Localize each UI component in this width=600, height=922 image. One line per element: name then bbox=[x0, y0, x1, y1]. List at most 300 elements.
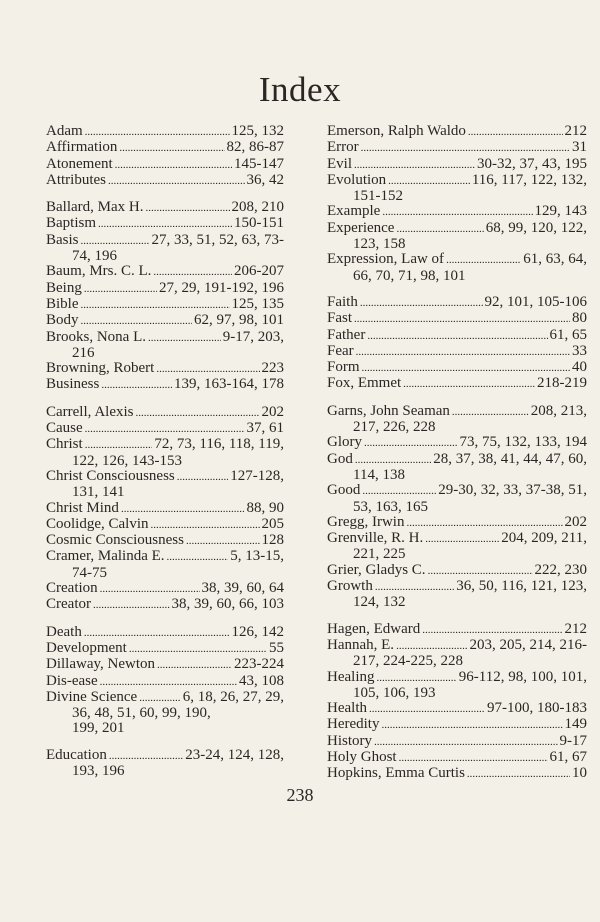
index-pages-continued: 199, 201 bbox=[72, 720, 125, 737]
index-pages: 96-112, 98, 100, 101, bbox=[458, 668, 587, 685]
index-entry-line bbox=[46, 501, 284, 517]
dot-leader bbox=[153, 264, 232, 280]
index-pages-continued: 217, 224-225, 228 bbox=[353, 653, 463, 670]
dot-leader bbox=[406, 515, 562, 531]
index-entry bbox=[327, 173, 587, 205]
index-pages: 125, 135 bbox=[231, 295, 284, 312]
index-pages: 61, 65 bbox=[549, 326, 587, 343]
index-entry bbox=[46, 581, 284, 597]
index-entry bbox=[46, 517, 284, 533]
index-pages: 150-151 bbox=[234, 215, 284, 232]
dot-leader bbox=[399, 750, 548, 766]
index-term: Healing bbox=[327, 668, 375, 685]
index-pages-continued: 66, 70, 71, 98, 101 bbox=[353, 267, 466, 284]
dot-leader bbox=[85, 437, 153, 453]
index-term: God bbox=[327, 450, 353, 467]
index-term: Being bbox=[46, 279, 82, 296]
dot-leader bbox=[361, 140, 570, 156]
index-pages-continued: 216 bbox=[72, 344, 95, 361]
index-entry bbox=[46, 264, 284, 280]
index-entry bbox=[327, 622, 587, 638]
index-entry bbox=[327, 515, 587, 531]
index-entry-line bbox=[327, 531, 587, 547]
index-pages: 208, 213, bbox=[530, 402, 587, 419]
index-pages: 37, 61 bbox=[246, 420, 284, 437]
index-term: Expression, Law of bbox=[327, 251, 445, 268]
index-entry bbox=[46, 405, 284, 421]
index-term: Dillaway, Newton bbox=[46, 656, 155, 673]
dot-leader bbox=[396, 638, 467, 654]
index-term: Christ bbox=[46, 436, 83, 453]
dot-leader bbox=[115, 157, 232, 173]
index-entry-line bbox=[46, 533, 284, 549]
index-entry bbox=[46, 173, 284, 189]
index-entry-line bbox=[327, 766, 587, 782]
index-entry bbox=[327, 579, 587, 611]
index-pages: 28, 37, 38, 41, 44, 47, 60, bbox=[433, 450, 587, 467]
index-term: Health bbox=[327, 700, 367, 717]
index-entry-line bbox=[327, 579, 587, 595]
index-pages: 212 bbox=[564, 620, 587, 637]
index-term: Cramer, Malinda E. bbox=[46, 548, 165, 565]
index-pages-continued: 53, 163, 165 bbox=[353, 498, 428, 515]
dot-leader bbox=[388, 173, 470, 189]
index-entry-line bbox=[46, 297, 284, 313]
index-entry bbox=[327, 252, 587, 284]
index-entry bbox=[327, 638, 587, 670]
dot-leader bbox=[364, 435, 458, 451]
index-entry bbox=[327, 221, 587, 253]
index-pages: 30-32, 37, 43, 195 bbox=[477, 155, 587, 172]
dot-leader bbox=[121, 501, 245, 517]
index-entry bbox=[46, 297, 284, 313]
index-term: Fast bbox=[327, 310, 353, 327]
index-letter-group bbox=[327, 124, 587, 284]
index-entry bbox=[46, 597, 284, 613]
index-pages: 218-219 bbox=[537, 375, 587, 392]
index-pages: 126, 142 bbox=[231, 623, 284, 640]
dot-leader bbox=[403, 376, 535, 392]
index-term: Development bbox=[46, 639, 127, 656]
index-term: Brooks, Nona L. bbox=[46, 328, 146, 345]
dot-leader bbox=[362, 483, 436, 499]
index-pages: 27, 29, 191-192, 196 bbox=[159, 279, 284, 296]
index-entry-line bbox=[46, 157, 284, 173]
index-pages-continued: 217, 226, 228 bbox=[353, 419, 436, 436]
index-term: Faith bbox=[327, 293, 358, 310]
index-pages: 202 bbox=[564, 513, 587, 530]
index-entry-line bbox=[46, 517, 284, 533]
index-term: Ballard, Max H. bbox=[46, 199, 144, 216]
index-term: Business bbox=[46, 376, 100, 393]
index-letter-group bbox=[327, 622, 587, 783]
dot-leader bbox=[355, 452, 431, 468]
index-pages: 29-30, 32, 33, 37-38, 51, bbox=[438, 482, 587, 499]
index-term: Education bbox=[46, 746, 107, 763]
dot-leader bbox=[135, 405, 259, 421]
dot-leader bbox=[376, 670, 456, 686]
index-entry-line bbox=[46, 313, 284, 329]
index-entry bbox=[327, 717, 587, 733]
index-entry bbox=[327, 140, 587, 156]
index-entry-line bbox=[46, 641, 284, 657]
index-pages-continued: 123, 158 bbox=[353, 236, 406, 253]
index-pages-continued: 193, 196 bbox=[72, 762, 125, 779]
index-entry bbox=[46, 157, 284, 173]
index-entry bbox=[327, 124, 587, 140]
index-entry-line bbox=[327, 344, 587, 360]
index-pages: 82, 86-87 bbox=[226, 139, 284, 156]
index-term: Carrell, Alexis bbox=[46, 403, 134, 420]
index-pages-continued: 114, 138 bbox=[353, 466, 405, 483]
index-pages: 38, 39, 60, 66, 103 bbox=[171, 596, 284, 613]
index-entry-line bbox=[327, 638, 587, 654]
index-pages: 36, 50, 116, 121, 123, bbox=[456, 578, 587, 595]
index-entry-line bbox=[46, 200, 284, 216]
index-term: Holy Ghost bbox=[327, 748, 397, 765]
index-term: Affirmation bbox=[46, 139, 118, 156]
index-entry bbox=[327, 295, 587, 311]
index-entry-line bbox=[327, 717, 587, 733]
index-letter-group bbox=[46, 405, 284, 614]
page-number: 238 bbox=[286, 785, 314, 805]
index-entry bbox=[46, 533, 284, 549]
index-term: Christ Consciousness bbox=[46, 467, 175, 484]
dot-leader bbox=[382, 204, 532, 220]
index-pages-continued: 105, 106, 193 bbox=[353, 684, 436, 701]
index-entry-line bbox=[327, 622, 587, 638]
dot-leader bbox=[81, 297, 230, 313]
index-entry bbox=[46, 281, 284, 297]
dot-leader bbox=[375, 579, 454, 595]
index-term: Hopkins, Emma Curtis bbox=[327, 765, 465, 782]
index-term: Coolidge, Calvin bbox=[46, 515, 149, 532]
index-entry bbox=[327, 483, 587, 515]
index-term: Hagen, Edward bbox=[327, 620, 421, 637]
index-entry bbox=[46, 625, 284, 641]
index-entry-line bbox=[46, 233, 284, 249]
index-entry-line bbox=[327, 452, 587, 468]
index-letter-group bbox=[46, 748, 284, 780]
index-pages: 212 bbox=[564, 123, 587, 139]
index-pages: 145-147 bbox=[234, 155, 284, 172]
index-pages: 68, 99, 120, 122, bbox=[485, 219, 587, 236]
index-entry-line bbox=[46, 216, 284, 232]
index-term: Basis bbox=[46, 231, 79, 248]
index-entry-line bbox=[327, 295, 587, 311]
index-entry bbox=[46, 674, 284, 690]
index-term: Dis-ease bbox=[46, 672, 98, 689]
index-term: Adam bbox=[46, 123, 83, 139]
index-entry-line bbox=[327, 157, 587, 173]
index-pages: 149 bbox=[564, 716, 587, 733]
index-entry bbox=[46, 549, 284, 581]
index-entry bbox=[327, 204, 587, 220]
index-entry bbox=[327, 404, 587, 436]
index-pages-continued: 124, 132 bbox=[353, 594, 406, 611]
index-entry-line bbox=[327, 204, 587, 220]
index-term: Hannah, E. bbox=[327, 636, 395, 653]
index-entry bbox=[327, 563, 587, 579]
index-entry-line bbox=[46, 361, 284, 377]
dot-leader bbox=[396, 221, 483, 237]
index-entry-line bbox=[46, 281, 284, 297]
index-entry bbox=[46, 641, 284, 657]
index-letter-group bbox=[46, 124, 284, 189]
dot-leader bbox=[422, 622, 562, 638]
index-entry-line bbox=[46, 581, 284, 597]
index-entry bbox=[46, 233, 284, 265]
index-pages: 61, 63, 64, bbox=[523, 251, 587, 268]
dot-leader bbox=[151, 517, 260, 533]
index-entry bbox=[46, 437, 284, 469]
index-pages-continued: 131, 141 bbox=[72, 484, 125, 501]
index-term: History bbox=[327, 732, 372, 749]
dot-leader bbox=[374, 734, 558, 750]
dot-leader bbox=[425, 531, 499, 547]
index-term: Creation bbox=[46, 580, 98, 597]
index-entry bbox=[327, 311, 587, 327]
index-term: Father bbox=[327, 326, 366, 343]
index-entry bbox=[327, 376, 587, 392]
index-entry bbox=[46, 748, 284, 780]
dot-leader bbox=[446, 252, 521, 268]
index-letter-group bbox=[46, 625, 284, 737]
index-term: Attributes bbox=[46, 171, 106, 188]
index-entry-line bbox=[46, 405, 284, 421]
dot-leader bbox=[354, 311, 570, 327]
index-pages: 80 bbox=[572, 310, 587, 327]
index-pages: 43, 108 bbox=[239, 672, 284, 689]
dot-leader bbox=[354, 157, 475, 173]
dot-leader bbox=[101, 377, 172, 393]
index-term: Divine Science bbox=[46, 688, 138, 705]
index-pages: 203, 205, 214, 216- bbox=[469, 636, 587, 653]
index-pages-continued: 36, 48, 51, 60, 99, 190, bbox=[72, 705, 211, 722]
index-pages: 36, 42 bbox=[246, 171, 284, 188]
index-pages: 206-207 bbox=[234, 263, 284, 280]
index-pages: 40 bbox=[572, 359, 587, 376]
index-term: Good bbox=[327, 482, 361, 499]
index-entry bbox=[46, 690, 284, 737]
index-entry-line bbox=[46, 625, 284, 641]
index-entry bbox=[46, 200, 284, 216]
index-term: Bible bbox=[46, 295, 79, 312]
index-pages-continued: 74-75 bbox=[72, 564, 107, 581]
dot-leader bbox=[381, 717, 562, 733]
index-term: Grier, Gladys C. bbox=[327, 561, 426, 578]
index-pages: 10 bbox=[572, 765, 587, 782]
index-term: Gregg, Irwin bbox=[327, 513, 405, 530]
index-letter-group bbox=[327, 295, 587, 393]
dot-leader bbox=[452, 404, 529, 420]
index-entry-line bbox=[327, 328, 587, 344]
index-entry-line bbox=[46, 469, 284, 485]
dot-leader bbox=[186, 533, 260, 549]
dot-leader bbox=[119, 140, 224, 156]
dot-leader bbox=[81, 313, 192, 329]
page-title: Index bbox=[258, 70, 342, 109]
index-entry bbox=[46, 469, 284, 501]
index-term: Garns, John Seaman bbox=[327, 402, 450, 419]
dot-leader bbox=[145, 200, 229, 216]
index-pages: 6, 18, 26, 27, 29, bbox=[182, 688, 284, 705]
index-entry-line bbox=[327, 734, 587, 750]
index-column-right bbox=[327, 124, 587, 794]
index-entry-line bbox=[46, 173, 284, 189]
index-pages: 97-100, 180-183 bbox=[487, 700, 587, 717]
index-entry-line bbox=[327, 435, 587, 451]
index-entry bbox=[327, 531, 587, 563]
index-pages-continued: 221, 225 bbox=[353, 546, 406, 563]
index-entry-line bbox=[46, 597, 284, 613]
index-entry-line bbox=[327, 670, 587, 686]
dot-leader bbox=[362, 360, 570, 376]
index-term: Form bbox=[327, 359, 360, 376]
index-pages: 129, 143 bbox=[534, 203, 587, 220]
index-entry bbox=[327, 360, 587, 376]
index-entry-line bbox=[327, 360, 587, 376]
index-term: Example bbox=[327, 203, 381, 220]
index-term: Heredity bbox=[327, 716, 380, 733]
dot-leader bbox=[100, 674, 237, 690]
index-entry-line bbox=[46, 690, 284, 706]
index-entry bbox=[46, 313, 284, 329]
dot-leader bbox=[428, 563, 533, 579]
index-term: Death bbox=[46, 623, 82, 640]
dot-leader bbox=[98, 216, 232, 232]
index-pages: 202 bbox=[261, 403, 284, 420]
index-term: Fear bbox=[327, 342, 354, 359]
index-pages: 125, 132 bbox=[231, 123, 284, 139]
index-pages: 5, 13-15, bbox=[230, 548, 284, 565]
index-entry bbox=[327, 750, 587, 766]
index-pages: 208, 210 bbox=[231, 199, 284, 216]
index-entry-line bbox=[46, 657, 284, 673]
dot-leader bbox=[108, 173, 245, 189]
dot-leader bbox=[85, 421, 245, 437]
index-pages: 92, 101, 105-106 bbox=[484, 293, 587, 310]
index-entry-line bbox=[327, 124, 587, 140]
index-entry bbox=[327, 701, 587, 717]
index-term: Christ Mind bbox=[46, 499, 119, 516]
index-pages: 33 bbox=[572, 342, 587, 359]
index-entry-line bbox=[46, 330, 284, 346]
index-entry bbox=[46, 421, 284, 437]
index-entry bbox=[327, 734, 587, 750]
index-pages: 9-17 bbox=[559, 732, 587, 749]
index-term: Fox, Emmet bbox=[327, 375, 402, 392]
dot-leader bbox=[84, 281, 157, 297]
index-pages: 139, 163-164, 178 bbox=[174, 376, 284, 393]
index-entry-line bbox=[46, 549, 284, 565]
index-entry bbox=[327, 344, 587, 360]
dot-leader bbox=[139, 690, 181, 706]
index-entry-line bbox=[46, 124, 284, 140]
dot-leader bbox=[369, 701, 485, 717]
index-entry-line bbox=[327, 404, 587, 420]
index-entry-line bbox=[327, 376, 587, 392]
index-pages: 205 bbox=[261, 515, 284, 532]
index-entry bbox=[46, 657, 284, 673]
index-entry-line bbox=[46, 674, 284, 690]
index-pages: 62, 97, 98, 101 bbox=[194, 312, 284, 329]
dot-leader bbox=[93, 597, 170, 613]
index-pages: 88, 90 bbox=[246, 499, 284, 516]
index-entry-line bbox=[327, 173, 587, 189]
index-term: Evil bbox=[327, 155, 352, 172]
index-pages: 128 bbox=[261, 532, 284, 549]
index-entry bbox=[46, 140, 284, 156]
index-term: Baptism bbox=[46, 215, 97, 232]
index-pages: 9-17, 203, bbox=[222, 328, 284, 345]
index-entry-line bbox=[327, 515, 587, 531]
index-term: Experience bbox=[327, 219, 395, 236]
dot-leader bbox=[468, 124, 563, 140]
index-entry bbox=[46, 377, 284, 393]
index-entry bbox=[327, 328, 587, 344]
dot-leader bbox=[177, 469, 228, 485]
index-pages: 223-224 bbox=[234, 656, 284, 673]
index-term: Glory bbox=[327, 434, 362, 451]
index-term: Creator bbox=[46, 596, 91, 613]
index-pages: 127-128, bbox=[230, 467, 284, 484]
index-term: Browning, Robert bbox=[46, 360, 155, 377]
dot-leader bbox=[148, 330, 221, 346]
dot-leader bbox=[85, 124, 230, 140]
index-term: Cause bbox=[46, 420, 83, 437]
dot-leader bbox=[109, 748, 183, 764]
index-pages: 73, 75, 132, 133, 194 bbox=[459, 434, 587, 451]
index-letter-group bbox=[46, 200, 284, 394]
index-entry-line bbox=[327, 252, 587, 268]
index-column-left bbox=[46, 124, 284, 790]
index-entry bbox=[327, 766, 587, 782]
index-term: Atonement bbox=[46, 155, 113, 172]
dot-leader bbox=[167, 549, 229, 565]
dot-leader bbox=[157, 657, 232, 673]
index-pages-continued: 74, 196 bbox=[72, 248, 117, 265]
index-pages: 31 bbox=[572, 139, 587, 156]
index-term: Emerson, Ralph Waldo bbox=[327, 123, 466, 139]
index-entry-line bbox=[46, 421, 284, 437]
dot-leader bbox=[156, 361, 259, 377]
index-entry bbox=[46, 216, 284, 232]
dot-leader bbox=[467, 766, 570, 782]
index-pages: 223 bbox=[261, 360, 284, 377]
index-entry-line bbox=[46, 264, 284, 280]
index-letter-group bbox=[327, 404, 587, 611]
index-entry bbox=[327, 435, 587, 451]
index-entry bbox=[327, 670, 587, 702]
dot-leader bbox=[100, 581, 200, 597]
index-term: Grenville, R. H. bbox=[327, 530, 424, 547]
index-pages-continued: 151-152 bbox=[353, 188, 403, 205]
index-entry-line bbox=[327, 483, 587, 499]
index-entry bbox=[327, 157, 587, 173]
index-entry bbox=[46, 361, 284, 377]
dot-leader bbox=[360, 295, 483, 311]
index-pages: 222, 230 bbox=[534, 561, 587, 578]
index-entry-line bbox=[327, 750, 587, 766]
index-entry-line bbox=[327, 140, 587, 156]
dot-leader bbox=[84, 625, 230, 641]
index-entry bbox=[46, 124, 284, 140]
index-entry-line bbox=[327, 311, 587, 327]
index-pages-continued: 122, 126, 143-153 bbox=[72, 452, 182, 469]
index-entry-line bbox=[327, 701, 587, 717]
index-term: Baum, Mrs. C. L. bbox=[46, 263, 152, 280]
